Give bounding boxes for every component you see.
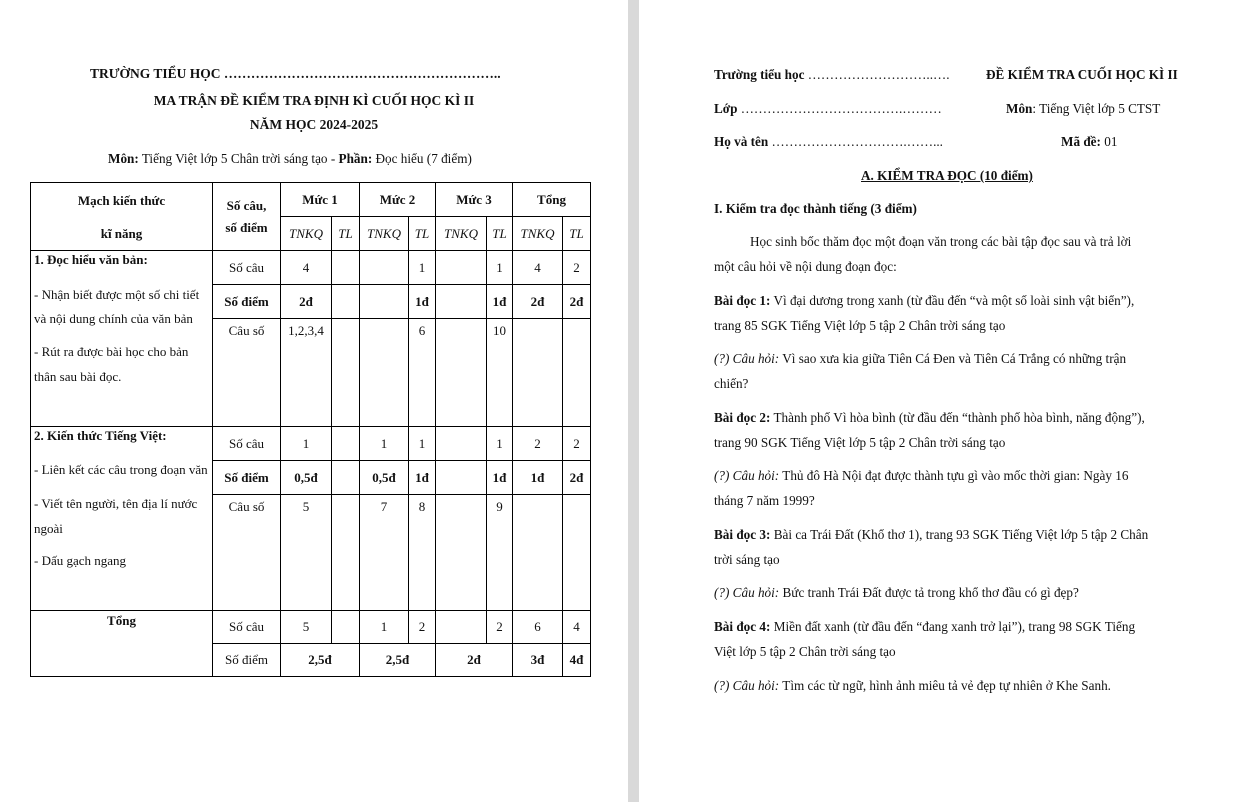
text: ………………………..….	[804, 67, 950, 82]
part-label: Phần:	[338, 151, 373, 166]
table-cell	[563, 319, 591, 427]
sub-header: TNKQ	[281, 217, 332, 251]
table-cell: 3đ	[513, 644, 563, 677]
table-cell	[436, 427, 487, 461]
part-value: Đọc hiểu (7 điểm)	[372, 151, 472, 166]
table-cell: 2	[487, 611, 513, 644]
text: 01	[1100, 134, 1118, 149]
table-cell: 2,5đ	[360, 644, 436, 677]
table-cell: 1đ	[409, 285, 436, 319]
part-1-title: I. Kiểm tra đọc thành tiếng (3 điểm)	[714, 201, 917, 216]
right-page	[639, 0, 1259, 802]
table-cell: 2,5đ	[281, 644, 360, 677]
table-cell	[513, 319, 563, 427]
table-cell: 5	[281, 611, 332, 644]
table-cell	[332, 251, 360, 285]
header-tong: Tổng	[513, 183, 591, 217]
subject-label: Môn:	[108, 151, 139, 166]
exam-title: ĐỀ KIỂM TRA CUỐI HỌC KÌ II	[986, 67, 1178, 82]
table-cell: Số điểm	[213, 461, 281, 495]
sub-header: TL	[409, 217, 436, 251]
intro-line: một câu hỏi về nội dung đoạn đọc:	[714, 259, 897, 274]
section-2-bullet: - Viết tên người, tên địa lí nước ngoài	[34, 496, 198, 536]
reading-2-question-cont: tháng 7 năm 1999?	[714, 493, 815, 508]
table-cell: 1	[409, 251, 436, 285]
reading-1-line: trang 85 SGK Tiếng Việt lớp 5 tập 2 Chân trời sáng tạo	[714, 318, 1006, 333]
text: số điểm	[225, 219, 268, 235]
table-row	[31, 611, 591, 644]
text: Bài đọc 2:	[714, 410, 771, 425]
text: Bài ca Trái Đất (Khổ thơ 1), trang 93 SGK Tiếng Việt lớp 5 tập 2 Chân	[770, 527, 1149, 542]
table-cell	[360, 319, 409, 427]
table-cell: 1	[360, 611, 409, 644]
table-cell	[563, 495, 591, 611]
section-2-bullet: - Liên kết các câu trong đoạn văn	[34, 462, 208, 477]
reading-1-question	[714, 351, 1126, 367]
table-cell: 4	[281, 251, 332, 285]
table-cell: 1	[409, 427, 436, 461]
sub-header: TNKQ	[436, 217, 487, 251]
table-cell: 2đ	[513, 285, 563, 319]
section-a-title: A. KIỂM TRA ĐỌC (10 điểm)	[861, 168, 1033, 183]
text: Bài đọc 1:	[714, 293, 771, 308]
table-cell: 1đ	[513, 461, 563, 495]
matrix-title: MA TRẬN ĐỀ KIỂM TRA ĐỊNH KÌ CUỐI HỌC KÌ II	[153, 93, 475, 108]
matrix-table	[30, 182, 591, 677]
header-muc2: Mức 2	[360, 183, 436, 217]
subject-value: Tiếng Việt lớp 5 Chân trời sáng tạo -	[138, 151, 339, 166]
school-field	[714, 67, 950, 83]
text: Họ và tên	[714, 134, 769, 149]
table-row	[31, 427, 591, 461]
text: Thành phố Vì hòa bình (từ đầu đến “thành phố hòa bình, năng động”),	[770, 410, 1145, 425]
text: Bài đọc 3:	[714, 527, 771, 542]
table-cell: 1đ	[409, 461, 436, 495]
table-cell: 1đ	[487, 461, 513, 495]
table-cell: 1	[487, 251, 513, 285]
table-cell: 2	[409, 611, 436, 644]
reading-4	[714, 619, 1135, 635]
table-cell: 10	[487, 319, 513, 427]
table-cell: 6	[409, 319, 436, 427]
section-2-cell	[31, 427, 213, 611]
table-cell: Số điểm	[213, 285, 281, 319]
table-cell: 1	[487, 427, 513, 461]
school-line: TRƯỜNG TIỂU HỌC ……………………………………………………..	[90, 66, 501, 81]
sub-header: TL	[332, 217, 360, 251]
table-cell	[332, 427, 360, 461]
table-cell: 1	[281, 427, 332, 461]
reading-1	[714, 293, 1134, 309]
table-cell: 1	[360, 427, 409, 461]
table-cell	[436, 251, 487, 285]
reading-2-question	[714, 468, 1128, 484]
table-cell: Số câu	[213, 251, 281, 285]
text: (?) Câu hỏi:	[714, 351, 780, 366]
table-cell: 2đ	[563, 285, 591, 319]
table-cell: 8	[409, 495, 436, 611]
table-cell: 4	[513, 251, 563, 285]
table-cell: 1,2,3,4	[281, 319, 332, 427]
table-cell: 9	[487, 495, 513, 611]
table-cell: 7	[360, 495, 409, 611]
table-cell: 4đ	[563, 644, 591, 677]
table-cell	[332, 495, 360, 611]
table-cell	[436, 495, 487, 611]
text: Bức tranh Trái Đất được tả trong khổ thơ đầu có gì đẹp?	[779, 585, 1079, 600]
text: kĩ năng	[100, 225, 143, 241]
table-cell	[360, 285, 409, 319]
text: ………………………….……...	[768, 134, 943, 149]
table-cell: 1đ	[487, 285, 513, 319]
table-cell: Số câu	[213, 611, 281, 644]
table-cell: 2đ	[281, 285, 332, 319]
table-cell	[332, 611, 360, 644]
section-1-bullet: - Rút ra được bài học cho bản thân sau bài đọc.	[34, 344, 189, 384]
text: (?) Câu hỏi:	[714, 585, 780, 600]
table-cell: Số câu	[213, 427, 281, 461]
total-title: Tổng	[31, 611, 213, 677]
table-row	[31, 251, 591, 285]
header-socau	[213, 183, 281, 251]
text: Thủ đô Hà Nội đạt được thành tựu gì vào mốc thời gian: Ngày 16	[779, 468, 1129, 483]
table-cell: Câu số	[213, 319, 281, 427]
reading-4-question	[714, 678, 1111, 694]
reading-1-question-cont: chiến?	[714, 376, 749, 391]
table-cell	[332, 461, 360, 495]
section-1-cell	[31, 251, 213, 427]
text: Bài đọc 4:	[714, 619, 771, 634]
table-cell: 0,5đ	[360, 461, 409, 495]
reading-4-line: Việt lớp 5 tập 2 Chân trời sáng tạo	[714, 644, 896, 659]
section-2-bullet: - Dấu gạch ngang	[34, 553, 127, 568]
table-cell: 2đ	[436, 644, 513, 677]
table-cell	[436, 461, 487, 495]
table-cell	[332, 319, 360, 427]
exam-code	[1061, 134, 1117, 150]
sub-header: TNKQ	[513, 217, 563, 251]
text: Lớp	[714, 101, 738, 116]
text: Số câu,	[226, 197, 267, 213]
table-cell: 4	[563, 611, 591, 644]
text: Môn	[1006, 101, 1033, 116]
text: (?) Câu hỏi:	[714, 678, 780, 693]
header-muc1: Mức 1	[281, 183, 360, 217]
table-cell: Câu số	[213, 495, 281, 611]
table-cell: 5	[281, 495, 332, 611]
text: (?) Câu hỏi:	[714, 468, 780, 483]
table-cell: 0,5đ	[281, 461, 332, 495]
section-2-title: 2. Kiến thức Tiếng Việt:	[34, 428, 167, 443]
table-cell	[513, 495, 563, 611]
table-cell: 2	[563, 427, 591, 461]
text: : Tiếng Việt lớp 5 CTST	[1032, 101, 1161, 116]
subject-field	[1006, 101, 1160, 117]
header-mach	[31, 183, 213, 251]
reading-3	[714, 527, 1148, 543]
table-cell: 2đ	[563, 461, 591, 495]
table-cell: 2	[513, 427, 563, 461]
table-cell	[436, 611, 487, 644]
reading-2	[714, 410, 1145, 426]
table-cell	[360, 251, 409, 285]
text: Mã đề:	[1061, 134, 1101, 149]
text: Trường tiểu học	[714, 67, 805, 82]
text: Vì sao xưa kia giữa Tiên Cá Đen và Tiên Cá Trắng có những trận	[779, 351, 1127, 366]
text: Vì đại dương trong xanh (từ đầu đến “và một số loài sinh vật biển”),	[770, 293, 1135, 308]
table-cell	[332, 285, 360, 319]
class-field	[714, 101, 942, 117]
sub-header: TL	[487, 217, 513, 251]
text: Miền đất xanh (từ đầu đến “đang xanh trở lại”), trang 98 SGK Tiếng	[770, 619, 1136, 634]
sub-header: TNKQ	[360, 217, 409, 251]
name-field	[714, 134, 943, 150]
table-cell	[436, 285, 487, 319]
subject-line	[108, 151, 472, 167]
intro-line: Học sinh bốc thăm đọc một đoạn văn trong các bài tập đọc sau và trả lời	[750, 234, 1132, 249]
table-cell	[436, 319, 487, 427]
reading-3-line: trời sáng tạo	[714, 552, 780, 567]
left-page	[0, 0, 628, 802]
reading-2-line: trang 90 SGK Tiếng Việt lớp 5 tập 2 Chân trời sáng tạo	[714, 435, 1006, 450]
section-1-title: 1. Đọc hiểu văn bản:	[34, 252, 148, 267]
text: Mạch kiến thức	[77, 192, 166, 208]
text: Tìm các từ ngữ, hình ảnh miêu tả vẻ đẹp tự nhiên ở Khe Sanh.	[779, 678, 1111, 693]
table-cell: 6	[513, 611, 563, 644]
header-muc3: Mức 3	[436, 183, 513, 217]
section-1-bullet: - Nhận biết được một số chi tiết và nội dung chính của văn bản	[34, 287, 200, 326]
sub-header: TL	[563, 217, 591, 251]
table-cell: 2	[563, 251, 591, 285]
reading-3-question	[714, 585, 1079, 601]
text: ……………………………….………	[737, 101, 942, 116]
school-year: NĂM HỌC 2024-2025	[249, 117, 379, 132]
table-cell: Số điểm	[213, 644, 281, 677]
